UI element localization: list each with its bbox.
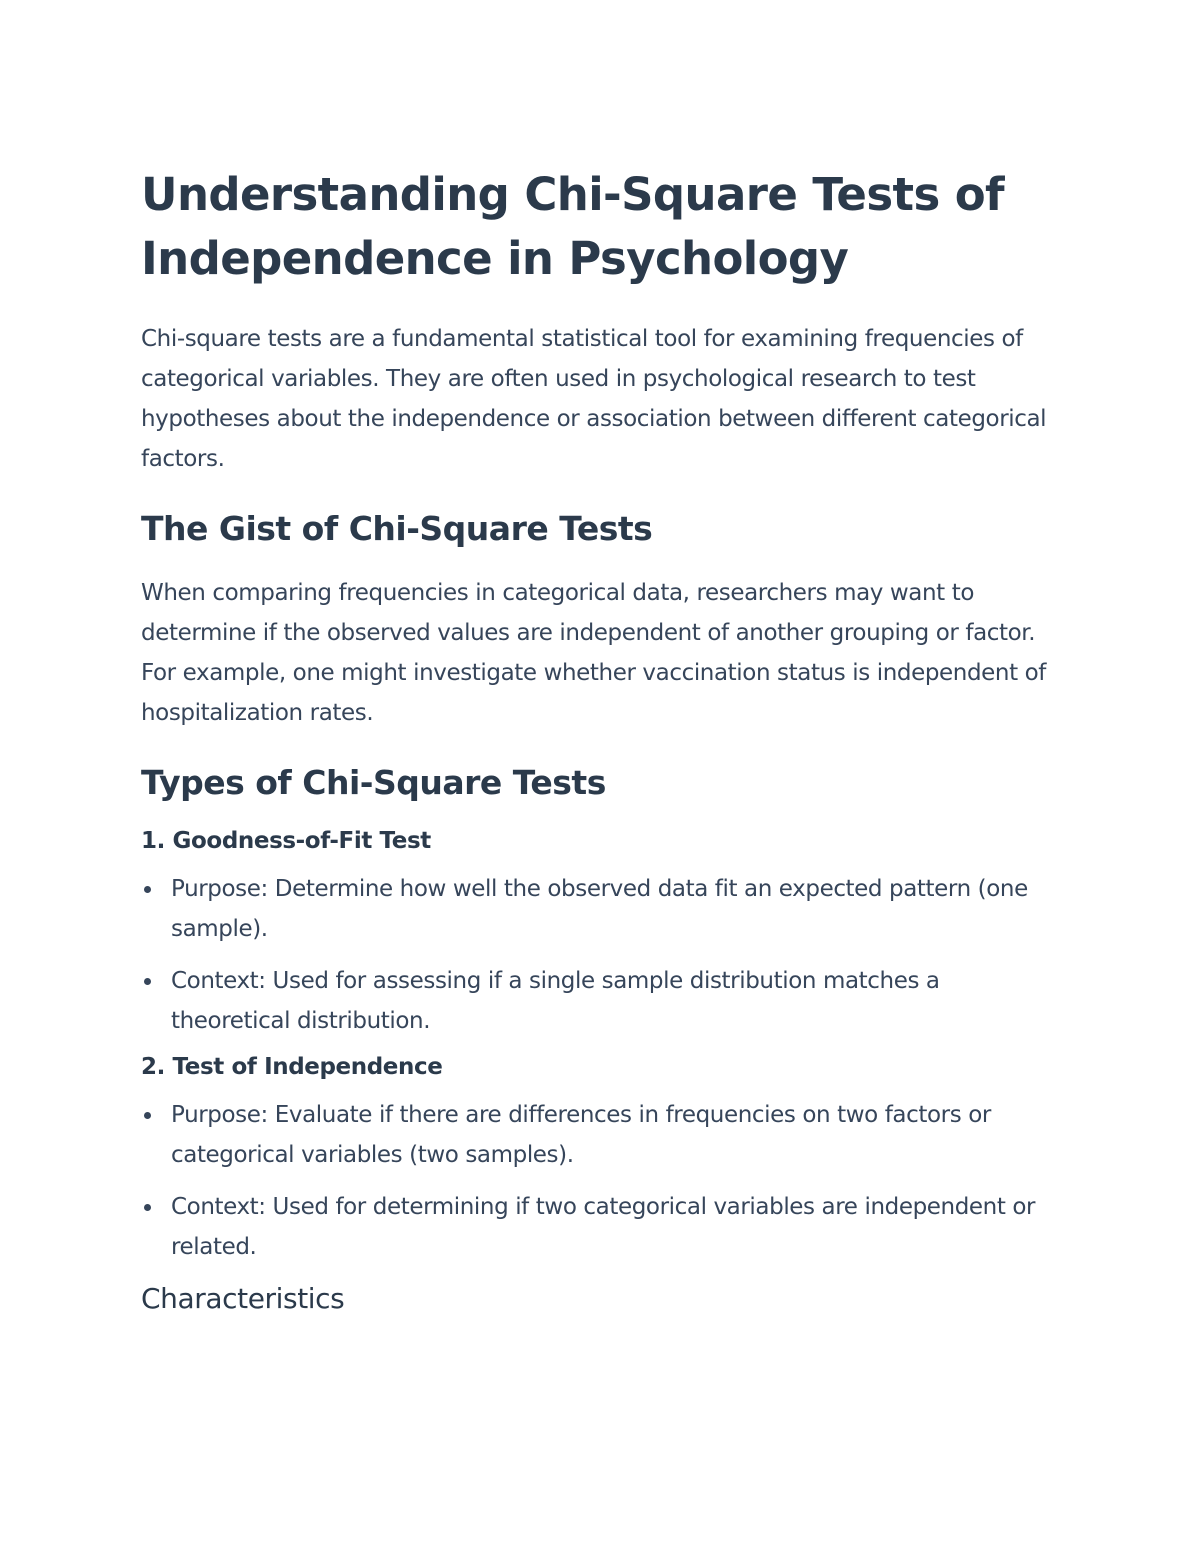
bullet-icon	[144, 1112, 151, 1119]
list-item	[141, 1187, 1061, 1267]
list-item-text: Context: Used for determining if two categorical variables are independent or related.	[171, 1194, 1036, 1260]
section-heading-gist: The Gist of Chi-Square Tests	[141, 509, 653, 548]
gist-paragraph: When comparing frequencies in categorical data, researchers may want to determine if the observed values are independent of another grouping or factor. For example, one might investigate whether vaccination status is independent of hospitalization rates.	[141, 580, 1046, 726]
bullet-icon	[144, 1204, 151, 1211]
bullet-icon	[144, 886, 151, 893]
list-item	[141, 961, 1061, 1041]
document-page	[141, 163, 1061, 1319]
page-title: Understanding Chi-Square Tests of Independence in Psychology	[141, 168, 1004, 285]
intro-paragraph: Chi-square tests are a fundamental statistical tool for examining frequencies of categorical variables. They are often used in psychological research to test hypotheses about the independence or association between different categorical factors.	[141, 326, 1047, 472]
bullet-icon	[144, 978, 151, 985]
list-item-text: Purpose: Evaluate if there are differences in frequencies on two factors or categorical variables (two samples).	[171, 1102, 991, 1168]
list-item-text: Context: Used for assessing if a single sample distribution matches a theoretical distribution.	[171, 968, 940, 1034]
list-item	[141, 1095, 1061, 1175]
test-of-independence-list	[141, 1095, 1061, 1267]
section-heading-characteristics: Characteristics	[141, 1282, 345, 1315]
section-heading-types: Types of Chi-Square Tests	[141, 763, 606, 802]
list-item-text: Purpose: Determine how well the observed data fit an expected pattern (one sample).	[171, 876, 1028, 942]
subheading-goodness-of-fit: 1. Goodness-of-Fit Test	[141, 828, 431, 854]
goodness-of-fit-list	[141, 869, 1061, 1041]
list-item	[141, 869, 1061, 949]
subheading-test-of-independence: 2. Test of Independence	[141, 1054, 443, 1080]
